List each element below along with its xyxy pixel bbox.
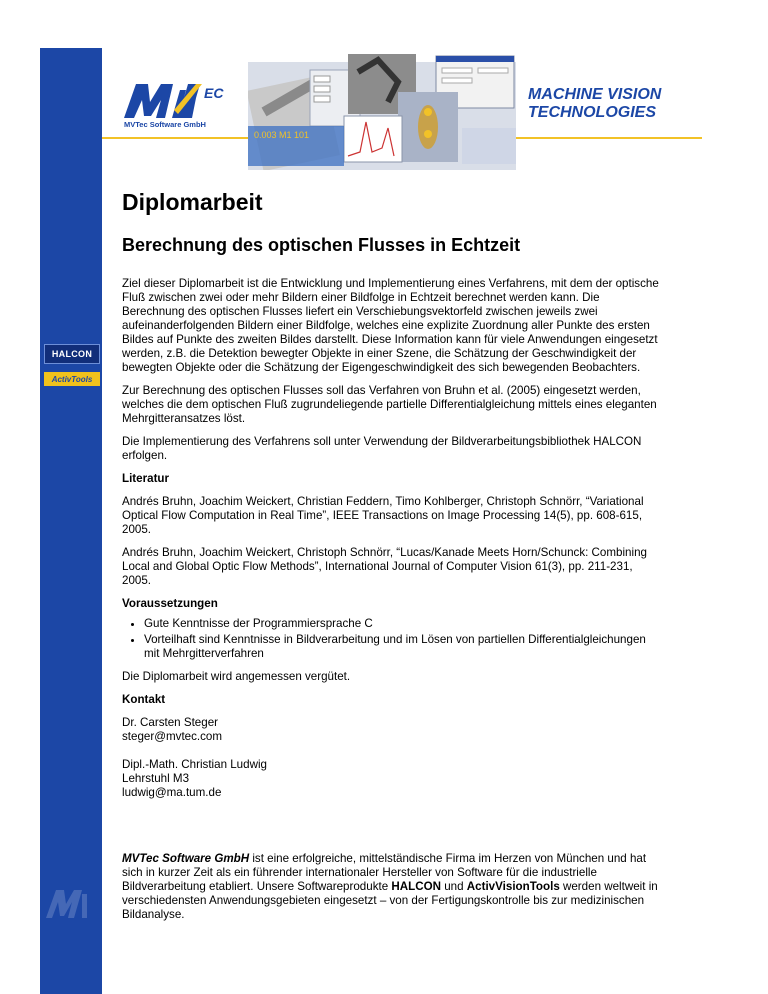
- tagline: [528, 86, 661, 122]
- literature-ref-2: Andrés Bruhn, Joachim Weickert, Christoph Schnörr, “Lucas/Kanade Meets Horn/Schunck: Combining Local and Global Optic Flow Methods”, International Journal of Computer Vision 61(3), pp. 211-231, 2005.: [122, 546, 647, 587]
- page-title: Diplomarbeit: [122, 189, 263, 215]
- activ-tools-logo: [44, 372, 100, 386]
- sidebar: [40, 48, 102, 994]
- activ-tools-logo-text: ActivTools: [51, 374, 93, 384]
- requirements-heading: Voraussetzungen: [122, 597, 218, 610]
- payment-note: Die Diplomarbeit wird angemessen vergütet.: [122, 670, 351, 683]
- method-paragraph: Zur Berechnung des optischen Flusses soll das Verfahren von Bruhn et al. (2005) eingesetzt werden, welches die dem optischen Fluß zugrundeliegende partielle Differentialgleichung mittels eines eleganten Mehrgitteransatzes löst.: [122, 384, 657, 425]
- contact-2-email[interactable]: ludwig@ma.tum.de: [122, 786, 222, 799]
- halcon-logo: [44, 344, 100, 364]
- contact-2-name: Dipl.-Math. Christian Ludwig: [122, 758, 267, 771]
- literature-ref-1: Andrés Bruhn, Joachim Weickert, Christian Feddern, Timo Kohlberger, Christoph Schnörr, “Variational Optical Flow Computation in Real Time”, IEEE Transactions on Image Processing 14(5), pp. 608-615, 2005.: [122, 495, 644, 536]
- main-content: [122, 188, 662, 922]
- tagline-line-2: TECHNOLOGIES: [528, 104, 657, 121]
- contact-2-dept: Lehrstuhl M3: [122, 772, 190, 785]
- contact-heading: Kontakt: [122, 693, 166, 706]
- company-name: MVTec Software GmbH: [122, 852, 250, 865]
- requirements-list: [122, 617, 662, 661]
- mvtec-logo-text: MVTec Software GmbH: [124, 120, 206, 129]
- requirement-item: • Gute Kenntnisse der Programmiersprache C: [144, 617, 662, 631]
- company-text-1: ist eine erfolgreiche, mittelständische Firma im Herzen von München und hat sich in kurzer Zeit als ein führender internationaler Hersteller von Software für die industrielle Bildverarbeitung etabliert. Unsere Softwareprodukte: [122, 852, 647, 893]
- faint-mvtec-logo: [44, 886, 100, 920]
- collage-readout: 0.003 M1 101: [254, 130, 310, 140]
- page-subtitle: Berechnung des optischen Flusses in Echtzeit: [122, 235, 521, 255]
- company-text-3: werden weltweit in verschiedensten Anwendungsgebieten eingesetzt – von der Fertigungskontrolle bis zur medizinischen Bildanalyse.: [122, 880, 658, 921]
- contact-1: [122, 716, 662, 744]
- literature-heading: Literatur: [122, 472, 170, 485]
- contact-1-email[interactable]: steger@mvtec.com: [122, 730, 223, 743]
- product-halcon: HALCON: [391, 880, 441, 893]
- product-activvisiontools: ActivVisionTools: [466, 880, 560, 893]
- company-paragraph: [122, 852, 662, 922]
- tagline-line-1: MACHINE VISION: [528, 86, 662, 103]
- contact-1-name: Dr. Carsten Steger: [122, 716, 219, 729]
- halcon-logo-text: HALCON: [51, 349, 93, 359]
- company-text-2: und: [440, 880, 467, 893]
- header-collage-image: [248, 52, 516, 170]
- svg-text:EC: EC: [204, 85, 224, 101]
- contact-2: [122, 758, 662, 800]
- intro-paragraph: Ziel dieser Diplomarbeit ist die Entwicklung und Implementierung eines Verfahrens, mit dem der optische Fluß zwischen zwei oder mehr Bildern einer Bildfolge in Echtzeit berechnet werden kann. Die Berechnung des optischen Flusses liefert ein Verschiebungsvektorfeld zwischen jeweils zwei aufeinanderfolgenden Bildern einer Bildfolge, welches eine explizite Zuordnung aller Punkte des ersten Bildes auf Punkte des zweiten Bildes darstellt. Diese Information kann für viele Anwendungen eingesetzt werden, z.B. die Detektion bewegter Objekte in einer Szene, die Schätzung der Geschwindigkeit der bewegten Objekte oder die Schätzung der Eigengeschwindigkeit des sich bewegenden Beobachters.: [122, 277, 659, 374]
- requirement-item: • Vorteilhaft sind Kenntnisse in Bildverarbeitung und im Lösen von partiellen Differentialgleichungen mit Mehrgitterverfahren: [144, 633, 662, 661]
- implementation-paragraph: Die Implementierung des Verfahrens soll unter Verwendung der Bildverarbeitungsbibliothek HALCON erfolgen.: [122, 435, 642, 462]
